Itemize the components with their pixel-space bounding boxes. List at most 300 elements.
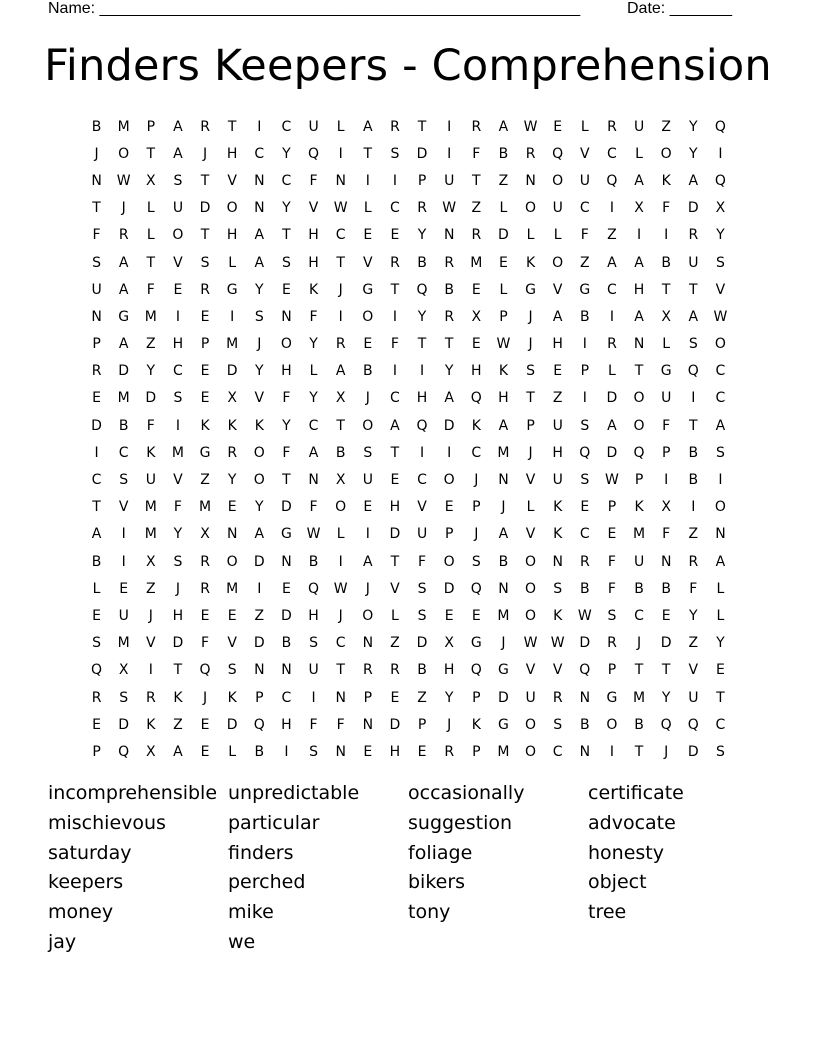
- grid-letter: E: [200, 716, 210, 733]
- grid-letter: D: [579, 635, 591, 652]
- grid-letter: V: [173, 472, 183, 489]
- grid-letter: A: [254, 254, 265, 271]
- grid-letter: A: [607, 417, 617, 434]
- grid-letter: T: [146, 145, 156, 162]
- grid-letter: L: [499, 200, 508, 217]
- grid-letter: Q: [470, 662, 482, 679]
- grid-letter: O: [525, 716, 537, 733]
- grid-letter: M: [171, 444, 184, 461]
- grid-letter: V: [390, 580, 400, 597]
- grid-letter: J: [175, 580, 180, 597]
- grid-letter: P: [472, 499, 481, 516]
- grid-letter: E: [417, 743, 427, 760]
- grid-letter: B: [91, 118, 102, 135]
- grid-letter: I: [257, 118, 262, 135]
- grid-letter: K: [525, 254, 536, 271]
- grid-letter: D: [443, 580, 455, 597]
- grid-letter: A: [254, 526, 265, 543]
- grid-letter: D: [199, 200, 211, 217]
- grid-letter: E: [227, 607, 237, 624]
- word-list-item: tree: [588, 901, 627, 924]
- grid-letter: K: [471, 417, 481, 434]
- grid-letter: N: [281, 553, 292, 570]
- name-field-label: Name: ______________________________________________________: [48, 0, 581, 17]
- grid-letter: L: [336, 118, 345, 135]
- grid-letter: K: [173, 689, 183, 706]
- grid-letter: T: [200, 227, 210, 244]
- grid-letter: N: [91, 308, 102, 325]
- date-field-label: Date: _______: [627, 0, 732, 17]
- grid-letter: Y: [309, 336, 318, 353]
- grid-letter: J: [94, 145, 99, 162]
- grid-letter: X: [444, 635, 454, 652]
- grid-letter: E: [471, 607, 481, 624]
- grid-letter: Y: [282, 145, 291, 162]
- word-list-item: money: [48, 901, 114, 924]
- grid-letter: U: [145, 472, 156, 489]
- grid-letter: H: [498, 390, 509, 407]
- grid-letter: V: [173, 254, 183, 271]
- grid-letter: B: [661, 254, 671, 271]
- grid-letter: W: [713, 308, 728, 325]
- grid-letter: V: [118, 499, 129, 516]
- grid-letter: J: [365, 580, 370, 597]
- grid-letter: S: [553, 716, 563, 733]
- grid-letter: I: [338, 145, 343, 162]
- grid-letter: N: [660, 553, 672, 570]
- grid-letter: A: [444, 390, 454, 407]
- grid-letter: L: [553, 227, 562, 244]
- grid-letter: W: [577, 607, 592, 624]
- grid-letter: L: [363, 200, 372, 217]
- grid-letter: T: [336, 662, 345, 679]
- grid-letter: I: [392, 363, 397, 380]
- grid-letter: Q: [714, 172, 726, 189]
- grid-letter: T: [92, 200, 101, 217]
- grid-letter: X: [661, 308, 671, 325]
- grid-letter: H: [552, 336, 563, 353]
- grid-letter: T: [390, 281, 400, 298]
- grid-letter: S: [417, 607, 427, 624]
- grid-letter: X: [146, 553, 156, 570]
- grid-letter: B: [498, 145, 509, 162]
- grid-letter: J: [501, 635, 506, 652]
- grid-letter: A: [173, 118, 183, 135]
- grid-letter: A: [91, 526, 102, 543]
- grid-letter: L: [391, 607, 399, 624]
- word-list-item: saturday: [48, 841, 132, 864]
- grid-letter: N: [443, 227, 455, 244]
- grid-letter: D: [253, 553, 265, 570]
- grid-letter: R: [362, 662, 373, 679]
- grid-letter: J: [528, 444, 533, 461]
- grid-letter: F: [173, 499, 182, 516]
- grid-letter: B: [308, 553, 319, 570]
- grid-letter: G: [579, 281, 591, 298]
- grid-letter: H: [308, 227, 319, 244]
- grid-letter: E: [363, 743, 373, 760]
- grid-letter: F: [662, 200, 671, 217]
- grid-letter: F: [309, 308, 318, 325]
- grid-letter: E: [390, 689, 400, 706]
- grid-letter: I: [447, 118, 452, 135]
- grid-letter: S: [92, 635, 101, 652]
- grid-letter: Q: [660, 716, 672, 733]
- grid-letter: V: [363, 254, 373, 271]
- grid-letter: G: [470, 635, 482, 652]
- grid-letter: Y: [255, 499, 264, 516]
- grid-letter: E: [499, 254, 508, 271]
- grid-letter: B: [281, 635, 292, 652]
- grid-letter: Y: [282, 417, 291, 434]
- grid-letter: Y: [227, 472, 237, 489]
- grid-letter: A: [173, 743, 183, 760]
- grid-letter: V: [715, 281, 726, 298]
- grid-letter: E: [200, 308, 210, 325]
- grid-letter: D: [687, 200, 699, 217]
- grid-letter: C: [254, 145, 265, 162]
- grid-letter: P: [146, 118, 156, 135]
- grid-letter: E: [390, 227, 400, 244]
- grid-letter: D: [91, 417, 102, 434]
- grid-letter: R: [390, 662, 400, 679]
- grid-letter: O: [443, 553, 455, 570]
- grid-letter: A: [688, 172, 699, 189]
- grid-letter: E: [580, 499, 590, 516]
- grid-letter: X: [335, 390, 346, 407]
- grid-letter: C: [579, 526, 590, 543]
- grid-letter: I: [121, 526, 126, 543]
- grid-letter: K: [254, 417, 264, 434]
- grid-letter: S: [715, 743, 725, 760]
- grid-letter: I: [121, 553, 126, 570]
- grid-letter: Y: [146, 363, 156, 380]
- grid-letter: F: [309, 172, 318, 189]
- grid-letter: E: [282, 281, 291, 298]
- grid-letter: U: [688, 689, 699, 706]
- grid-letter: E: [92, 607, 101, 624]
- grid-letter: S: [119, 472, 129, 489]
- grid-letter: K: [553, 526, 563, 543]
- grid-letter: G: [199, 444, 211, 461]
- word-list-item: tony: [408, 901, 451, 924]
- grid-letter: Y: [173, 526, 183, 543]
- grid-letter: I: [582, 390, 587, 407]
- grid-letter: T: [634, 363, 644, 380]
- grid-letter: T: [417, 336, 427, 353]
- grid-letter: I: [582, 336, 587, 353]
- grid-letter: Y: [255, 363, 264, 380]
- grid-letter: E: [92, 716, 101, 733]
- grid-letter: O: [660, 145, 672, 162]
- grid-letter: C: [715, 390, 726, 407]
- grid-letter: I: [311, 689, 316, 706]
- grid-letter: F: [689, 580, 698, 597]
- grid-letter: D: [172, 635, 184, 652]
- grid-letter: T: [282, 227, 291, 244]
- grid-letter: N: [552, 553, 563, 570]
- grid-letter: L: [716, 580, 725, 597]
- grid-letter: F: [662, 417, 671, 434]
- grid-letter: R: [200, 118, 210, 135]
- grid-letter: S: [173, 172, 183, 189]
- grid-letter: D: [253, 635, 265, 652]
- grid-letter: H: [226, 145, 238, 162]
- word-list-item: jay: [48, 930, 77, 953]
- word-list-item: mike: [228, 901, 274, 924]
- grid-letter: N: [335, 689, 346, 706]
- grid-letter: R: [688, 227, 699, 244]
- grid-letter: D: [118, 716, 130, 733]
- grid-letter: L: [716, 607, 725, 624]
- grid-letter: L: [309, 363, 318, 380]
- grid-letter: C: [173, 363, 183, 380]
- grid-letter: X: [715, 200, 726, 217]
- grid-letter: D: [226, 716, 238, 733]
- grid-letter: W: [306, 526, 321, 543]
- grid-letter: B: [661, 580, 671, 597]
- grid-letter: R: [200, 580, 210, 597]
- grid-letter: C: [118, 444, 129, 461]
- grid-letter: F: [201, 635, 210, 652]
- grid-letter: M: [470, 254, 483, 271]
- grid-letter: A: [363, 118, 373, 135]
- grid-letter: Q: [416, 417, 428, 434]
- grid-letter: Y: [689, 118, 698, 135]
- grid-letter: B: [688, 444, 699, 461]
- grid-letter: E: [173, 281, 183, 298]
- grid-letter: M: [633, 526, 646, 543]
- grid-letter: J: [338, 607, 343, 624]
- grid-letter: P: [417, 716, 427, 733]
- grid-letter: H: [416, 390, 428, 407]
- grid-letter: L: [526, 227, 535, 244]
- grid-letter: S: [363, 444, 373, 461]
- grid-letter: U: [633, 553, 645, 570]
- grid-letter: W: [523, 635, 538, 652]
- grid-letter: D: [389, 526, 401, 543]
- grid-letter: T: [661, 662, 671, 679]
- grid-letter: N: [633, 336, 645, 353]
- grid-letter: W: [116, 172, 131, 189]
- grid-letter: A: [118, 336, 129, 353]
- grid-letter: H: [471, 363, 482, 380]
- grid-letter: H: [281, 363, 292, 380]
- grid-letter: J: [202, 145, 208, 162]
- grid-letter: X: [146, 743, 156, 760]
- grid-letter: C: [390, 200, 400, 217]
- grid-letter: Q: [714, 118, 726, 135]
- grid-letter: L: [635, 145, 643, 162]
- grid-letter: P: [499, 308, 508, 325]
- grid-letter: E: [227, 499, 237, 516]
- grid-letter: T: [173, 662, 183, 679]
- grid-letter: J: [636, 635, 642, 652]
- grid-letter: I: [447, 444, 452, 461]
- grid-letter: Z: [146, 580, 156, 597]
- grid-letter: A: [390, 417, 400, 434]
- grid-letter: L: [146, 200, 155, 217]
- grid-letter: A: [363, 553, 373, 570]
- grid-letter: M: [117, 390, 130, 407]
- grid-letter: C: [607, 281, 617, 298]
- grid-letter: H: [308, 254, 319, 271]
- grid-letter: W: [442, 200, 457, 217]
- grid-letter: U: [552, 472, 563, 489]
- grid-letter: I: [392, 172, 397, 189]
- grid-letter: S: [471, 553, 481, 570]
- grid-letter: J: [121, 200, 126, 217]
- grid-letter: Y: [689, 145, 698, 162]
- grid-letter: U: [172, 200, 184, 217]
- grid-letter: N: [254, 200, 265, 217]
- grid-letter: V: [525, 472, 536, 489]
- grid-letter: O: [362, 607, 374, 624]
- grid-letter: O: [525, 607, 537, 624]
- grid-letter: J: [257, 336, 262, 353]
- grid-letter: F: [146, 281, 155, 298]
- grid-letter: T: [336, 254, 345, 271]
- grid-letter: Q: [118, 743, 130, 760]
- grid-letter: G: [281, 526, 292, 543]
- grid-letter: O: [633, 417, 645, 434]
- grid-letter: B: [444, 281, 454, 298]
- grid-letter: Y: [716, 635, 725, 652]
- grid-letter: F: [146, 417, 155, 434]
- grid-letter: Q: [552, 145, 564, 162]
- grid-letter: X: [335, 472, 346, 489]
- grid-letter: Y: [444, 363, 454, 380]
- grid-letter: W: [496, 336, 511, 353]
- grid-letter: A: [498, 526, 509, 543]
- grid-letter: U: [362, 472, 373, 489]
- grid-letter: X: [471, 308, 482, 325]
- grid-letter: M: [497, 743, 510, 760]
- grid-letter: T: [634, 662, 644, 679]
- grid-letter: T: [390, 444, 400, 461]
- grid-letter: L: [336, 526, 345, 543]
- grid-letter: I: [338, 553, 343, 570]
- grid-letter: B: [498, 553, 509, 570]
- grid-letter: R: [118, 227, 129, 244]
- grid-letter: I: [392, 308, 397, 325]
- grid-letter: U: [661, 390, 672, 407]
- grid-letter: L: [228, 743, 237, 760]
- grid-letter: X: [227, 390, 237, 407]
- grid-letter: C: [715, 716, 726, 733]
- grid-letter: U: [91, 281, 102, 298]
- letter-grid: [83, 113, 734, 766]
- grid-letter: N: [498, 580, 509, 597]
- grid-letter: N: [335, 172, 346, 189]
- grid-letter: N: [226, 526, 238, 543]
- grid-letter: G: [660, 363, 672, 380]
- grid-letter: D: [660, 635, 672, 652]
- grid-letter: I: [718, 472, 723, 489]
- grid-letter: W: [333, 580, 348, 597]
- word-list-item: bikers: [408, 871, 466, 894]
- grid-letter: B: [335, 444, 346, 461]
- grid-letter: R: [145, 689, 156, 706]
- grid-letter: N: [362, 716, 374, 733]
- grid-letter: D: [687, 743, 699, 760]
- grid-letter: V: [308, 200, 319, 217]
- grid-letter: O: [525, 200, 537, 217]
- grid-letter: D: [281, 607, 292, 624]
- grid-letter: P: [634, 472, 644, 489]
- grid-letter: E: [119, 580, 129, 597]
- grid-letter: M: [226, 336, 239, 353]
- grid-letter: V: [552, 662, 563, 679]
- grid-letter: C: [579, 200, 590, 217]
- word-list-item: unpredictable: [228, 782, 360, 804]
- grid-letter: J: [202, 689, 208, 706]
- grid-letter: U: [552, 417, 563, 434]
- grid-letter: A: [552, 308, 563, 325]
- grid-letter: I: [447, 145, 452, 162]
- grid-letter: Z: [254, 607, 265, 624]
- grid-letter: I: [691, 390, 696, 407]
- grid-letter: R: [471, 227, 482, 244]
- grid-letter: I: [664, 472, 669, 489]
- grid-letter: O: [118, 145, 130, 162]
- grid-letter: B: [688, 472, 699, 489]
- grid-letter: L: [228, 254, 237, 271]
- grid-letter: Q: [416, 281, 428, 298]
- grid-letter: C: [281, 118, 292, 135]
- grid-letter: A: [308, 444, 319, 461]
- grid-letter: R: [200, 553, 210, 570]
- grid-letter: S: [173, 553, 183, 570]
- grid-letter: E: [390, 472, 400, 489]
- grid-letter: I: [718, 145, 723, 162]
- grid-letter: N: [335, 743, 346, 760]
- grid-letter: T: [661, 281, 671, 298]
- grid-letter: Q: [308, 145, 320, 162]
- word-list-item: honesty: [588, 841, 664, 864]
- grid-letter: T: [472, 172, 481, 189]
- grid-letter: K: [227, 689, 237, 706]
- grid-letter: O: [253, 472, 265, 489]
- grid-letter: Y: [309, 390, 318, 407]
- grid-letter: X: [634, 200, 644, 217]
- grid-letter: B: [417, 254, 427, 271]
- grid-letter: O: [552, 172, 564, 189]
- grid-letter: O: [525, 553, 537, 570]
- grid-letter: P: [472, 743, 481, 760]
- grid-letter: P: [526, 417, 535, 434]
- grid-letter: R: [417, 200, 427, 217]
- grid-letter: S: [553, 580, 563, 597]
- grid-letter: J: [528, 308, 533, 325]
- grid-letter: F: [282, 444, 291, 461]
- grid-letter: F: [472, 145, 481, 162]
- grid-letter: Q: [91, 662, 103, 679]
- grid-letter: O: [606, 716, 618, 733]
- word-list-item: incomprehensible: [48, 782, 218, 804]
- grid-letter: T: [282, 472, 291, 489]
- grid-letter: D: [118, 363, 130, 380]
- grid-letter: I: [609, 308, 614, 325]
- grid-letter: Q: [579, 662, 591, 679]
- grid-letter: O: [280, 336, 292, 353]
- grid-letter: T: [200, 172, 210, 189]
- grid-letter: A: [498, 417, 509, 434]
- grid-letter: D: [498, 227, 509, 244]
- grid-letter: P: [417, 172, 427, 189]
- grid-letter: X: [146, 172, 156, 189]
- grid-letter: S: [173, 390, 183, 407]
